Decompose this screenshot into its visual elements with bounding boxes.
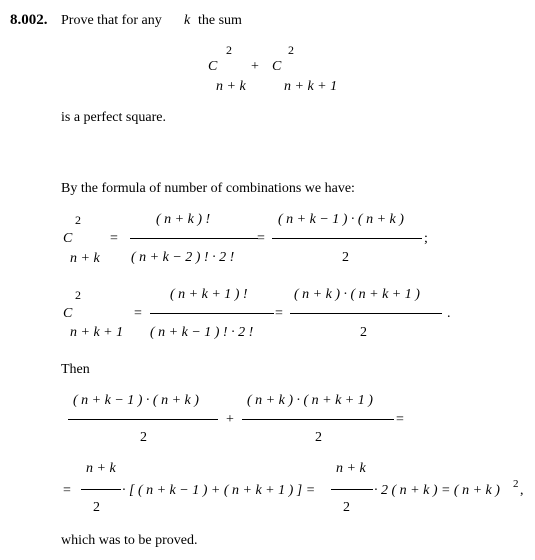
term1-subscript: n + k: [216, 79, 246, 94]
eq1-equals-2: =: [257, 231, 265, 246]
final-frac1-denominator: 2: [93, 500, 100, 515]
eq1-equals: =: [110, 231, 118, 246]
problem-statement-post: the sum: [198, 13, 242, 28]
eq2-symbol: C: [63, 306, 73, 321]
problem-statement-pre: Prove that for any: [61, 13, 162, 28]
eq2-frac2-denominator: 2: [360, 325, 367, 340]
term2-subscript: n + k + 1: [284, 79, 338, 94]
eq1-frac1-numerator: ( n + k ) !: [156, 212, 211, 227]
sum-plus-sign: +: [226, 412, 234, 427]
eq2-superscript: 2: [75, 288, 81, 302]
term1-superscript: 2: [226, 43, 232, 57]
eq1-frac2-numerator: ( n + k − 1 ) · ( n + k ): [278, 212, 404, 227]
sum-equals: =: [396, 412, 404, 427]
final-frac1-numerator: n + k: [86, 461, 116, 476]
eq2-equals: =: [134, 306, 142, 321]
sum-frac1-bar: [68, 419, 218, 420]
solution-intro: By the formula of number of combinations we have:: [61, 181, 355, 196]
eq2-frac2-bar: [290, 313, 442, 314]
eq1-frac2-denominator: 2: [342, 250, 349, 265]
sum-frac1-numerator: ( n + k − 1 ) · ( n + k ): [73, 393, 199, 408]
final-frac2-numerator: n + k: [336, 461, 366, 476]
final-terminator: ,: [520, 483, 524, 498]
eq1-superscript: 2: [75, 213, 81, 227]
eq2-terminator: .: [447, 306, 451, 321]
sum-frac1-denominator: 2: [140, 430, 147, 445]
term2-symbol: C: [272, 59, 282, 74]
eq1-subscript: n + k: [70, 251, 100, 266]
final-tail-expression: · 2 ( n + k ) = ( n + k ): [374, 483, 500, 498]
eq1-frac1-denominator: ( n + k − 2 ) ! · 2 !: [131, 250, 235, 265]
problem-conclusion: is a perfect square.: [61, 110, 166, 125]
sum-frac2-numerator: ( n + k ) · ( n + k + 1 ): [247, 393, 373, 408]
problem-number: 8.002.: [10, 12, 48, 28]
eq1-symbol: C: [63, 231, 73, 246]
eq1-frac2-bar: [272, 238, 422, 239]
final-bracket-expression: · [ ( n + k − 1 ) + ( n + k + 1 ) ] =: [122, 483, 316, 498]
final-frac2-denominator: 2: [343, 500, 350, 515]
final-equals-leading: =: [63, 483, 71, 498]
eq1-frac1-bar: [130, 238, 258, 239]
eq2-frac1-denominator: ( n + k − 1 ) ! · 2 !: [150, 325, 254, 340]
eq2-subscript: n + k + 1: [70, 325, 124, 340]
final-frac2-bar: [331, 489, 373, 490]
sum-frac2-denominator: 2: [315, 430, 322, 445]
problem-variable: k: [184, 13, 191, 28]
term2-superscript: 2: [288, 43, 294, 57]
eq2-equals-2: =: [275, 306, 283, 321]
sum-plus: +: [251, 59, 259, 74]
eq2-frac2-numerator: ( n + k ) · ( n + k + 1 ): [294, 287, 420, 302]
eq2-frac1-numerator: ( n + k + 1 ) !: [170, 287, 248, 302]
final-exponent: 2: [513, 478, 519, 490]
final-frac1-bar: [81, 489, 121, 490]
then-label: Then: [61, 362, 90, 377]
eq1-terminator: ;: [424, 231, 428, 246]
closing-statement: which was to be proved.: [61, 533, 198, 548]
sum-frac2-bar: [242, 419, 394, 420]
term1-symbol: C: [208, 59, 218, 74]
eq2-frac1-bar: [150, 313, 274, 314]
